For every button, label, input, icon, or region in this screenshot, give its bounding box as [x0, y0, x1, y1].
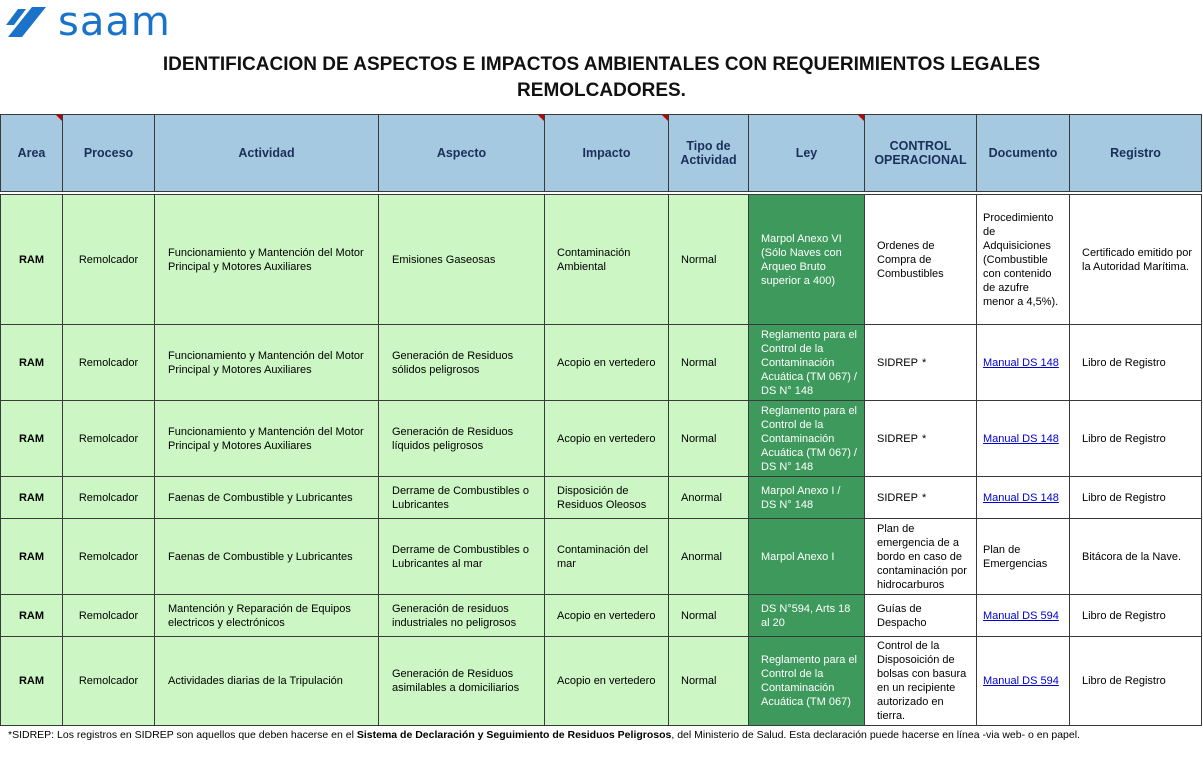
documento-link[interactable]: Manual DS 594 [983, 609, 1059, 622]
footnote: *SIDREP: Los registros en SIDREP son aquellos que deben hacerse en el Sistema de Declaración y Seguimiento de Residuos Peligrosos, del Ministerio de Salud. Esta declaración puede hacerse en línea -via web- o en papel. [8, 729, 1080, 741]
cell-control: SIDREP * [865, 477, 977, 519]
cell-control: SIDREP * [865, 401, 977, 477]
cell-ley: Reglamento para el Control de la Contaminación Acuática (TM 067) / DS N° 148 [749, 325, 865, 401]
cell-ley: DS N°594, Arts 18 al 20 [749, 595, 865, 637]
cell-proceso: Remolcador [63, 401, 155, 477]
cell-actividad: Funcionamiento y Mantención del Motor Principal y Motores Auxiliares [155, 325, 379, 401]
comment-marker-icon [662, 115, 668, 121]
logo-text: saam [58, 0, 171, 45]
cell-actividad: Faenas de Combustible y Lubricantes [155, 477, 379, 519]
cell-area: RAM [1, 595, 63, 637]
cell-registro: Libro de Registro [1070, 401, 1202, 477]
sidrep-footnote-marker: * [921, 491, 927, 504]
cell-area: RAM [1, 477, 63, 519]
cell-actividad: Actividades diarias de la Tripulación [155, 637, 379, 726]
saam-logo-icon [6, 5, 50, 39]
documento-link[interactable]: Manual DS 148 [983, 432, 1059, 445]
cell-area: RAM [1, 195, 63, 325]
cell-control: SIDREP * [865, 325, 977, 401]
cell-proceso: Remolcador [63, 519, 155, 595]
header-aspecto: Aspecto [379, 115, 545, 192]
table-header-row [1, 115, 1202, 192]
aspects-table [0, 114, 1202, 726]
table-row [1, 401, 1202, 477]
cell-impacto: Acopio en vertedero [545, 401, 669, 477]
comment-marker-icon [538, 115, 544, 121]
cell-documento[interactable] [977, 325, 1070, 401]
cell-impacto: Acopio en vertedero [545, 637, 669, 726]
cell-area: RAM [1, 401, 63, 477]
cell-documento: Procedimiento de Adquisiciones (Combustible con contenido de azufre menor a 4,5%). [977, 195, 1070, 325]
cell-aspecto: Emisiones Gaseosas [379, 195, 545, 325]
sidrep-footnote-marker: * [921, 432, 927, 445]
cell-ley: Marpol Anexo I [749, 519, 865, 595]
cell-proceso: Remolcador [63, 477, 155, 519]
cell-proceso: Remolcador [63, 637, 155, 726]
cell-impacto: Acopio en vertedero [545, 595, 669, 637]
cell-registro: Libro de Registro [1070, 637, 1202, 726]
cell-actividad: Faenas de Combustible y Lubricantes [155, 519, 379, 595]
table-row [1, 325, 1202, 401]
cell-impacto: Contaminación Ambiental [545, 195, 669, 325]
cell-tipo: Normal [669, 401, 749, 477]
cell-tipo: Anormal [669, 519, 749, 595]
cell-registro: Libro de Registro [1070, 595, 1202, 637]
cell-registro: Certificado emitido por la Autoridad Marítima. [1070, 195, 1202, 325]
cell-actividad: Mantención y Reparación de Equipos electricos y electrónicos [155, 595, 379, 637]
cell-aspecto: Generación de Residuos asimilables a domiciliarios [379, 637, 545, 726]
cell-area: RAM [1, 637, 63, 726]
header-area: Area [1, 115, 63, 192]
cell-proceso: Remolcador [63, 325, 155, 401]
cell-actividad: Funcionamiento y Mantención del Motor Principal y Motores Auxiliares [155, 401, 379, 477]
cell-ley: Marpol Anexo I / DS N° 148 [749, 477, 865, 519]
cell-aspecto: Derrame de Combustibles o Lubricantes al mar [379, 519, 545, 595]
cell-documento[interactable] [977, 401, 1070, 477]
cell-aspecto: Derrame de Combustibles o Lubricantes [379, 477, 545, 519]
page-title [0, 52, 1203, 104]
header-actividad: Actividad [155, 115, 379, 192]
cell-area: RAM [1, 325, 63, 401]
cell-control: Control de la Disposoición de bolsas con basura en un recipiente autorizado en tierra. [865, 637, 977, 726]
sidrep-footnote-marker: * [921, 356, 927, 369]
cell-ley: Reglamento para el Control de la Contaminación Acuática (TM 067) / DS N° 148 [749, 401, 865, 477]
cell-ley: Marpol Anexo VI (Sólo Naves con Arqueo Bruto superior a 400) [749, 195, 865, 325]
cell-documento[interactable] [977, 477, 1070, 519]
table-row [1, 637, 1202, 726]
cell-registro: Libro de Registro [1070, 325, 1202, 401]
header-ley: Ley [749, 115, 865, 192]
header-proceso: Proceso [63, 115, 155, 192]
cell-tipo: Normal [669, 195, 749, 325]
header-impacto: Impacto [545, 115, 669, 192]
cell-area: RAM [1, 519, 63, 595]
cell-documento[interactable] [977, 595, 1070, 637]
documento-link[interactable]: Manual DS 148 [983, 356, 1059, 369]
cell-registro: Libro de Registro [1070, 477, 1202, 519]
title-line-1: IDENTIFICACION DE ASPECTOS E IMPACTOS AMBIENTALES CON REQUERIMIENTOS LEGALES [162, 54, 1041, 75]
table-row [1, 477, 1202, 519]
cell-tipo: Normal [669, 637, 749, 726]
cell-ley: Reglamento para el Control de la Contaminación Acuática (TM 067) [749, 637, 865, 726]
header-documento: Documento [977, 115, 1070, 192]
cell-tipo: Anormal [669, 477, 749, 519]
cell-proceso: Remolcador [63, 195, 155, 325]
comment-marker-icon [56, 115, 62, 121]
cell-impacto: Contaminación del mar [545, 519, 669, 595]
table-row [1, 595, 1202, 637]
cell-impacto: Disposición de Residuos Oleosos [545, 477, 669, 519]
title-line-2: REMOLCADORES. [517, 80, 686, 101]
cell-tipo: Normal [669, 595, 749, 637]
documento-link[interactable]: Manual DS 594 [983, 675, 1059, 687]
cell-proceso: Remolcador [63, 595, 155, 637]
cell-impacto: Acopio en vertedero [545, 325, 669, 401]
cell-actividad: Funcionamiento y Mantención del Motor Principal y Motores Auxiliares [155, 195, 379, 325]
cell-control: Ordenes de Compra de Combustibles [865, 195, 977, 325]
cell-documento[interactable] [977, 637, 1070, 726]
cell-documento: Plan de Emergencias [977, 519, 1070, 595]
cell-aspecto: Generación de residuos industriales no peligrosos [379, 595, 545, 637]
cell-aspecto: Generación de Residuos sólidos peligrosos [379, 325, 545, 401]
header-control: CONTROL OPERACIONAL [865, 115, 977, 192]
table-row [1, 519, 1202, 595]
cell-tipo: Normal [669, 325, 749, 401]
logo [6, 0, 171, 45]
documento-link[interactable]: Manual DS 148 [983, 491, 1059, 504]
cell-control: Guías de Despacho [865, 595, 977, 637]
header-registro: Registro [1070, 115, 1202, 192]
cell-control: Plan de emergencia de a bordo en caso de contaminación por hidrocarburos [865, 519, 977, 595]
comment-marker-icon [858, 115, 864, 121]
table-row [1, 195, 1202, 325]
cell-registro: Bitácora de la Nave. [1070, 519, 1202, 595]
header-tipo: Tipo de Actividad [669, 115, 749, 192]
cell-aspecto: Generación de Residuos líquidos peligrosos [379, 401, 545, 477]
